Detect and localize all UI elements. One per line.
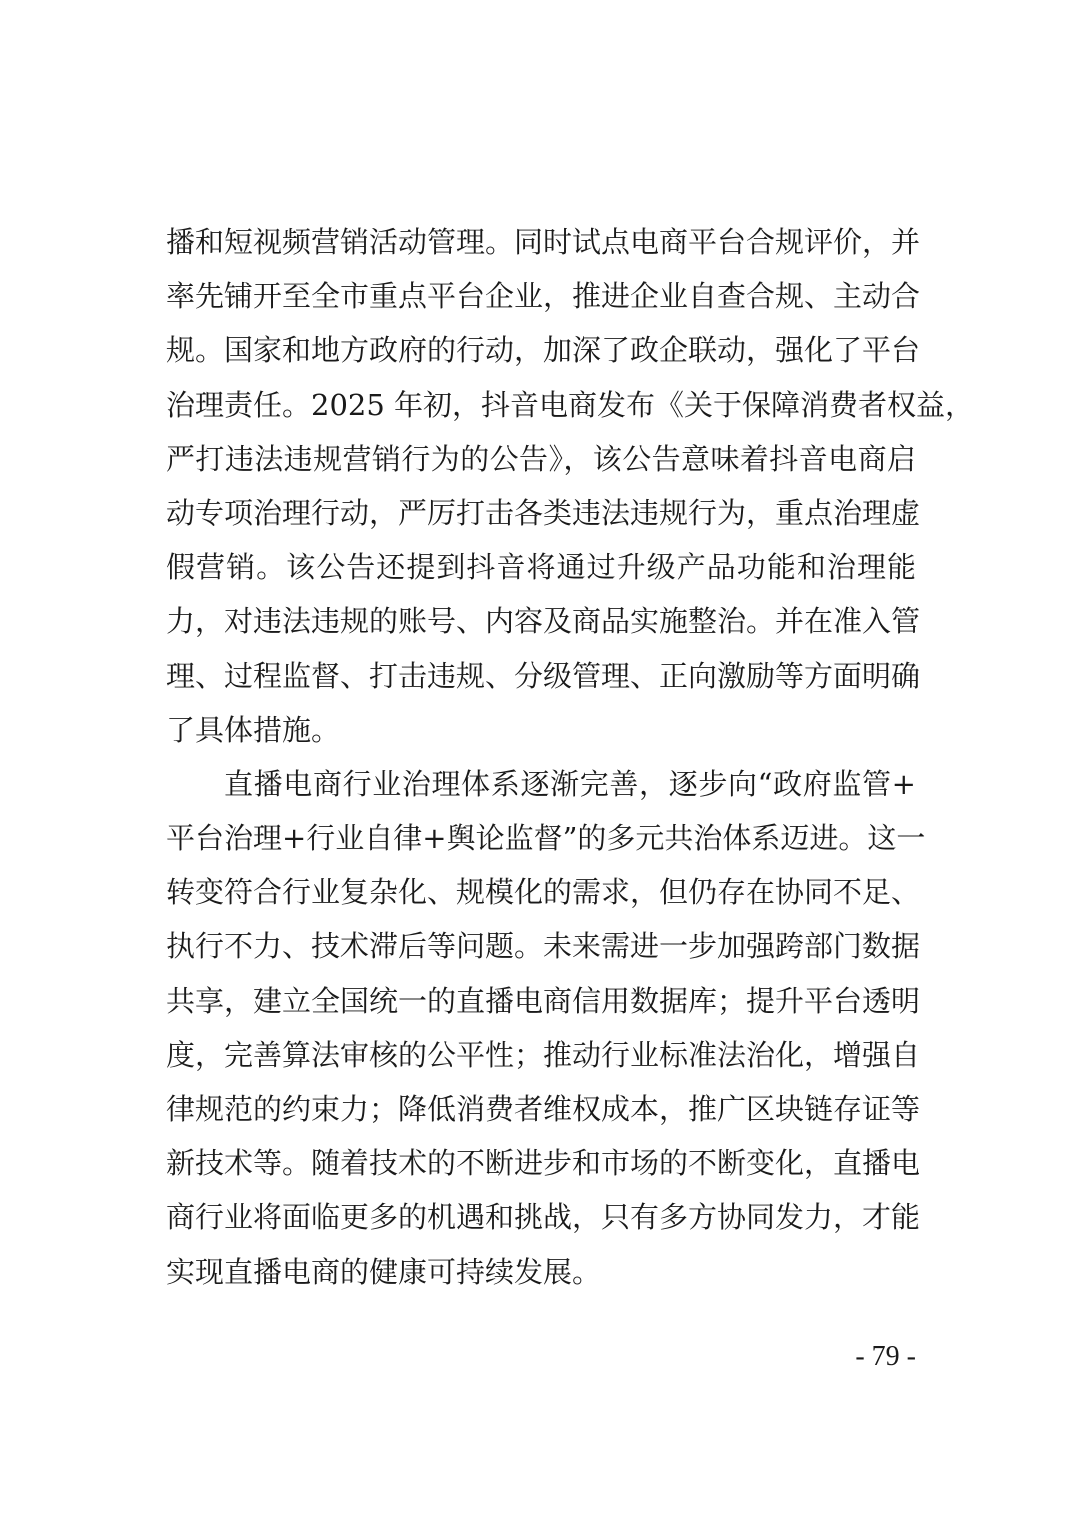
text-line: 严打违法违规营销行为的公告》，该公告意味着抖音电商启 (166, 441, 916, 476)
text-line: 率先铺开至全市重点平台企业，推进企业自查合规、主动合 (166, 279, 921, 314)
text-line: 新技术等。随着技术的不断进步和市场的不断变化，直播电 (166, 1146, 921, 1181)
text-line: 了具体措施。 (166, 712, 341, 747)
text-line: 假营销。该公告还提到抖音将通过升级产品功能和治理能 (166, 550, 916, 585)
text-line: 动专项治理行动，严厉打击各类违法违规行为，重点治理虚 (166, 495, 921, 530)
text-line: 商行业将面临更多的机遇和挑战，只有多方协同发力，才能 (166, 1200, 921, 1235)
text-line: 治理责任。2025 年初，抖音电商发布《关于保障消费者权益， (166, 387, 975, 422)
text-line: 直播电商行业治理体系逐渐完善，逐步向“政府监管+ (224, 766, 916, 801)
text-line: 共享，建立全国统一的直播电商信用数据库；提升平台透明 (166, 983, 921, 1018)
text-line: 平台治理+行业自律+舆论监督”的多元共治体系迈进。这一 (166, 821, 926, 856)
text-line: 度，完善算法审核的公平性；推动行业标准法治化，增强自 (166, 1037, 921, 1072)
text-line: 规。国家和地方政府的行动，加深了政企联动，强化了平台 (166, 333, 921, 368)
text-line: 律规范的约束力；降低消费者维权成本，推广区块链存证等 (166, 1092, 921, 1126)
page-number: - 79 - (855, 1341, 916, 1372)
text-line: 实现直播电商的健康可持续发展。 (166, 1254, 602, 1289)
text-line: 播和短视频营销活动管理。同时试点电商平台合规评价，并 (166, 225, 921, 259)
text-line: 转变符合行业复杂化、规模化的需求，但仍存在协同不足、 (166, 875, 921, 910)
body-text (166, 215, 975, 1299)
text-line: 理、过程监督、打击违规、分级管理、正向激励等方面明确 (166, 658, 921, 693)
text-line: 执行不力、技术滞后等问题。未来需进一步加强跨部门数据 (166, 929, 921, 964)
paragraph-2 (166, 757, 926, 1299)
paragraph-1 (166, 215, 975, 757)
text-line: 力，对违法违规的账号、内容及商品实施整治。并在准入管 (166, 604, 921, 639)
